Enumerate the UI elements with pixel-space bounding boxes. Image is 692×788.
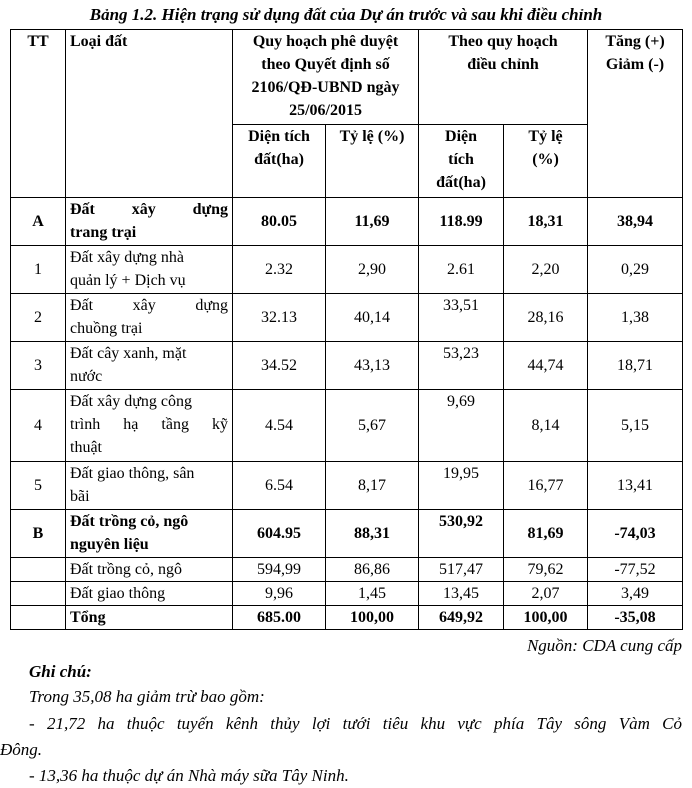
table-row: 1 Đất xây dựng nhà quản lý + Dịch vụ 2.32 2,90 2.61 2,20 0,29 xyxy=(11,246,683,294)
land-type-cell: Đất giao thông, sân bãi xyxy=(66,462,233,510)
notes-item-2: - 13,36 ha thuộc dự án Nhà máy sữa Tây Ninh. xyxy=(29,766,349,785)
table-row: 5 Đất giao thông, sân bãi 6.54 8,17 19,95 16,77 13,41 xyxy=(11,462,683,510)
land-type-cell: Đất xây dựng trang trại xyxy=(66,198,233,246)
notes-item-1-continued: Đông. xyxy=(0,740,43,759)
header-change: Tăng (+) Giảm (-) xyxy=(588,30,683,198)
table-row: 3 Đất cây xanh, mặt nước 34.52 43,13 53,23 44,74 18,71 xyxy=(11,342,683,390)
land-type-cell: Đất cây xanh, mặt nước xyxy=(66,342,233,390)
header-adjusted-plan: Theo quy hoạch điều chỉnh xyxy=(419,30,588,125)
header-area-adjusted: Diện tích đất(ha) xyxy=(419,125,504,198)
table-caption: Bảng 1.2. Hiện trạng sử dụng đất của Dự án trước và sau khi điều chỉnh xyxy=(89,5,603,24)
header-land-type: Loại đất xyxy=(66,30,233,198)
notes-intro: Trong 35,08 ha giảm trừ bao gồm: xyxy=(29,687,265,706)
table-row: 4 Đất xây dựng công trình hạ tầng kỹ thuật 4.54 5,67 9,69 8,14 5,15 xyxy=(11,390,683,462)
table-row: Đất trồng cỏ, ngô 594,99 86,86 517,47 79,62 -77,52 xyxy=(11,558,683,582)
source-note: Nguồn: CDA cung cấp xyxy=(526,636,682,655)
land-type-cell: Đất trồng cỏ, ngô nguyên liệu xyxy=(66,510,233,558)
table-row: Đất giao thông 9,96 1,45 13,45 2,07 3,49 xyxy=(11,582,683,606)
header-ratio-adjusted: Tỷ lệ (%) xyxy=(504,125,588,198)
header-row-1 xyxy=(11,30,683,125)
land-type-cell: Đất xây dựng công trình hạ tầng kỹ thuật xyxy=(66,390,233,462)
land-type-cell: Tổng xyxy=(66,606,233,630)
header-ratio-approved: Tỷ lệ (%) xyxy=(326,125,419,198)
land-type-cell: Đất giao thông xyxy=(66,582,233,606)
land-use-table xyxy=(10,29,683,630)
table-row: 2 Đất xây dựng chuồng trại 32.13 40,14 33,51 28,16 1,38 xyxy=(11,294,683,342)
table-row-total: Tổng 685.00 100,00 649,92 100,00 -35,08 xyxy=(11,606,683,630)
table-row: A Đất xây dựng trang trại 80.05 11,69 118.99 18,31 38,94 xyxy=(11,198,683,246)
land-type-cell: Đất trồng cỏ, ngô xyxy=(66,558,233,582)
land-type-cell: Đất xây dựng chuồng trại xyxy=(66,294,233,342)
land-type-cell: Đất xây dựng nhà quản lý + Dịch vụ xyxy=(66,246,233,294)
header-area-approved: Diện tích đất(ha) xyxy=(233,125,326,198)
header-tt: TT xyxy=(11,30,66,198)
notes-title: Ghi chú: xyxy=(29,662,92,681)
header-approved-plan: Quy hoạch phê duyệt theo Quyết định số 2106/QĐ-UBND ngày 25/06/2015 xyxy=(233,30,419,125)
table-row: B Đất trồng cỏ, ngô nguyên liệu 604.95 88,31 530,92 81,69 -74,03 xyxy=(11,510,683,558)
notes-item-1: - 21,72 ha thuộc tuyến kênh thủy lợi tưới tiêu khu vực phía Tây sông Vàm Cỏ xyxy=(29,714,682,733)
